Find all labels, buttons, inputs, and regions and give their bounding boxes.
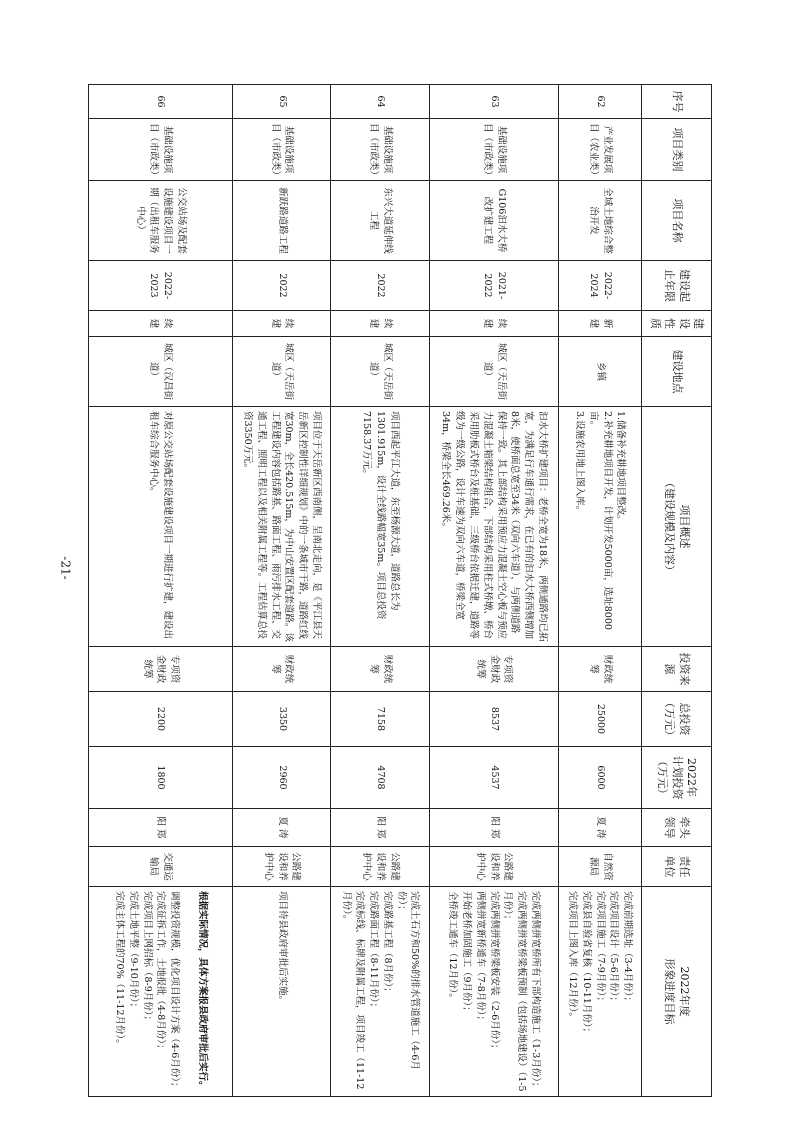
- cell-period: 2022: [331, 261, 429, 311]
- cell-leader: 夏 涛: [232, 809, 330, 847]
- header-period: 建设起止年限: [642, 261, 712, 311]
- header-row: [642, 85, 712, 1097]
- cell-overview: 对原公交站场配套设施建设项目一期进行扩建，建设出租车综合服务中心。: [89, 407, 233, 647]
- cell-location: 城区（天岳街道）: [331, 337, 429, 407]
- cell-category: 产业发展项目（农业类）: [558, 119, 641, 181]
- header-leader: 牵头领导: [642, 809, 712, 847]
- cell-plan2022: 4708: [331, 747, 429, 809]
- cell-target: 完成前期选址（3-4月份）； 完成项目设计（5-6月份）； 完成项目施工（7-9月份）； 完成县自验省复核（10-11月份）； 完成项目上图入库（12月份）。: [558, 887, 641, 1097]
- header-nature: 建设性质: [642, 311, 712, 337]
- cell-unit: 交通运输局: [89, 847, 233, 887]
- cell-fund-source: 财政统筹: [331, 647, 429, 692]
- header-name: 项目名称: [642, 181, 712, 261]
- cell-nature: 续建: [232, 311, 330, 337]
- header-plan2022: 2022年 计划投资 （万元）: [642, 747, 712, 809]
- cell-plan2022: 6000: [558, 747, 641, 809]
- cell-name: 东兴大道延伸线工程: [331, 181, 429, 261]
- cell-nature: 续建: [331, 311, 429, 337]
- cell-category: 基础设施项目（市政类）: [331, 119, 429, 181]
- header-total: 总投资 （万元）: [642, 692, 712, 747]
- cell-seq: 62: [558, 85, 641, 119]
- cell-name: G106汩水大桥改扩建工程: [429, 181, 558, 261]
- header-target: 2022年度 形象进度目标: [642, 887, 712, 1097]
- cell-leader: 阳 郑: [331, 809, 429, 847]
- cell-location: 城区（天岳街道）: [429, 337, 558, 407]
- table-row: [331, 85, 429, 1097]
- cell-seq: 66: [89, 85, 233, 119]
- header-fund-source: 投资来源: [642, 647, 712, 692]
- cell-unit: 公路建设和养护中心: [331, 847, 429, 887]
- cell-plan2022: 2960: [232, 747, 330, 809]
- cell-unit: 公路建设和养护中心: [429, 847, 558, 887]
- cell-seq: 65: [232, 85, 330, 119]
- project-table: [88, 84, 712, 1097]
- cell-target: 完成土石方和50%的排水管道施工（4-6月份）； 完成路基工程（8月份）； 完成路面工程（8-11月份）； 完成标线、标牌及附属工程，项目竣工（11-12月份）。: [331, 887, 429, 1097]
- cell-name: 全域土地综合整治开发: [558, 181, 641, 261]
- cell-plan2022: 1800: [89, 747, 233, 809]
- cell-location: 城区（汉昌街道）: [89, 337, 233, 407]
- header-overview: 项目概述 （建设规模及内容）: [642, 407, 712, 647]
- table-row: [89, 85, 233, 1097]
- cell-category: 基础设施项目（市政类）: [232, 119, 330, 181]
- cell-nature: 续建: [89, 311, 233, 337]
- cell-period: 2022-2024: [558, 261, 641, 311]
- cell-fund-source: 专项资金财政统筹: [89, 647, 233, 692]
- cell-period: 2022-2023: [89, 261, 233, 311]
- cell-seq: 63: [429, 85, 558, 119]
- cell-fund-source: 财政统筹: [558, 647, 641, 692]
- cell-category: 基础设施项目（市政类）: [429, 119, 558, 181]
- cell-total: 25000: [558, 692, 641, 747]
- cell-total: 2200: [89, 692, 233, 747]
- cell-name: 公交站场及配套设施建设项目一期（出租车服务中心）: [89, 181, 233, 261]
- cell-unit: 公路建设和养护中心: [232, 847, 330, 887]
- cell-plan2022: 4537: [429, 747, 558, 809]
- cell-overview: 1.储备补充耕地项目整改。 2.补充耕地项目开发，计划开发5000亩，选址8000亩。 3.设施农用地上图入库。: [558, 407, 641, 647]
- header-seq: 序号: [642, 85, 712, 119]
- cell-period: 2022: [232, 261, 330, 311]
- page-number: -21-: [59, 556, 74, 580]
- cell-target: 完成两侧拼宽桥所有下部构造施工（1-3月份）； 完成两侧拼宽桥梁板预制（包括场地建设）（1-5月份）； 完成两侧拼宽桥梁板安装（2-6月份）； 两侧拼宽新桥通车（7-8月份）； 开始老桥加固施工（9月份）； 全桥竣工通车（12月份）。: [429, 887, 558, 1097]
- cell-overview: 汩水大桥扩建项目：老桥全宽为18米，两侧通路均已拓宽，为满足行车通行需求，在已有的汩水大桥西侧增加8米，使桥面总宽至34米（双向六车道），与两侧道路保持一致。其上部结构采用预应力混凝土空心板与预应力混凝土箱梁结构组合，下部结构采用柱式桥墩、桥台采用肋板式桥台及桩基础，三级桥台依据迁建，道路等级为一级公路，设计车速为双向六车道，桥梁全宽34m，桥梁全长469.26米。: [429, 407, 558, 647]
- cell-fund-source: 财政统筹: [232, 647, 330, 692]
- cell-total: 8537: [429, 692, 558, 747]
- table-row: [232, 85, 330, 1097]
- cell-period: 2021-2022: [429, 261, 558, 311]
- cell-name: 新跃路道路工程: [232, 181, 330, 261]
- rotated-document: [88, 84, 712, 1096]
- table-row: [429, 85, 558, 1097]
- cell-overview: 项目西起平江大道，东至杨源大道，道路总长为1301.915m，设计全线路幅宽35m。项目总投资7158.37万元。: [331, 407, 429, 647]
- cell-nature: 新建: [558, 311, 641, 337]
- cell-location: 城区（天岳街道）: [232, 337, 330, 407]
- cell-location: 乡镇: [558, 337, 641, 407]
- cell-overview: 项目位于天岳新区西南侧，呈南北走向，是《平江县天岳新区控制性详细规划》中的一条城市干路，道路红线宽30m，全长420.515m，为中山安置区配套道路。该工程建设内容包括路基、路面工程、雨污排水工程、交通工程、照明工程以及相关附属工程等。工程估算总投资3350万元。: [232, 407, 330, 647]
- cell-unit: 自然资源局: [558, 847, 641, 887]
- cell-leader: 夏 涛: [558, 809, 641, 847]
- header-location: 建设地点: [642, 337, 712, 407]
- cell-fund-source: 专项资金财政统筹: [429, 647, 558, 692]
- cell-total: 7158: [331, 692, 429, 747]
- cell-category: 基础设施项目（市政类）: [89, 119, 233, 181]
- target-schedule: 调整投资规模，优化项目设计方案（4-6月份）； 完成征拆工作，土地报批（4-8月份）； 完成项目上网招标（8-9月份）； 完成土地平整（9-10月份）； 完成主体工程的70%（11-12月份）。: [114, 891, 181, 1092]
- cell-total: 3350: [232, 692, 330, 747]
- cell-target: 项目待县政府审批后实施。: [232, 887, 330, 1097]
- cell-leader: 阳 郑: [429, 809, 558, 847]
- table-container: [88, 84, 712, 1096]
- header-category: 项目类别: [642, 119, 712, 181]
- cell-leader: 阳 郑: [89, 809, 233, 847]
- cell-seq: 64: [331, 85, 429, 119]
- cell-nature: 续建: [429, 311, 558, 337]
- target-bold-note: 根据实际情况，具体方案报县政府审批后实行。: [196, 891, 208, 1091]
- header-unit: 责任单位: [642, 847, 712, 887]
- cell-target: [89, 887, 233, 1097]
- table-row: [558, 85, 641, 1097]
